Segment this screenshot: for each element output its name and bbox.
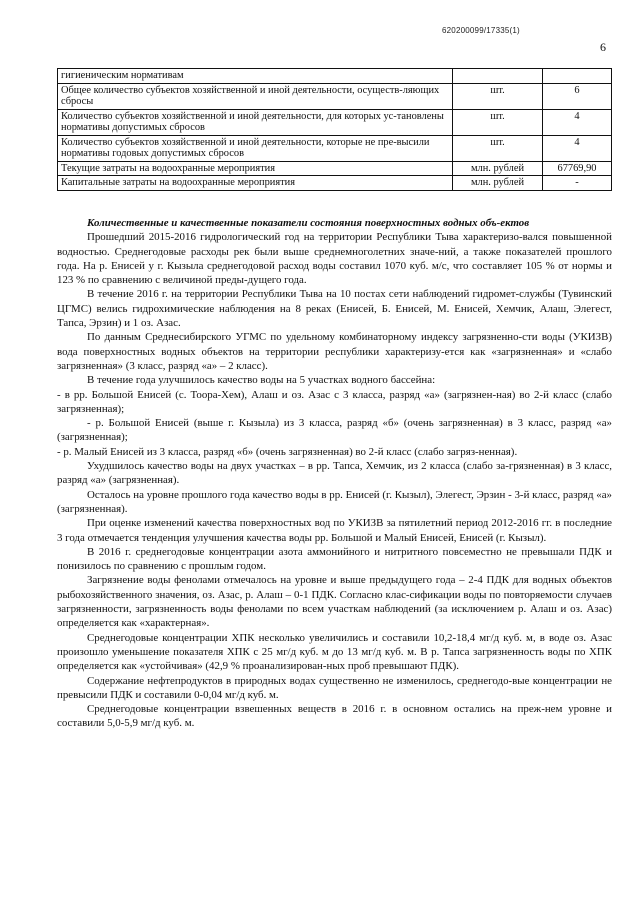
table-cell-unit: шт. <box>453 83 543 109</box>
list-item: - в рр. Большой Енисей (с. Тоора-Хем), Алаш и оз. Азас с 3 класса, разряд «а» (загрязнен-ная) во 2-й класс (слабо загрязненная); <box>57 388 612 415</box>
table-cell-label: Количество субъектов хозяйственной и иной деятельности, которые не пре-высили нормативы годовых допустимых сбросов <box>58 135 453 161</box>
paragraph: Ухудшилось качество воды на двух участках – в рр. Тапса, Хемчик, из 2 класса (слабо за-грязненная) в 3 класс, разряд «а» (загрязненная). <box>57 460 612 487</box>
paragraph: Прошедший 2015-2016 гидрологический год на территории Республики Тыва характеризо-вался повышенной водностью. Среднегодовые расходы рек были выше среднемноголетних значе-ний, а также показателей прошлого года. На р. Енисей у г. Кызыла среднегодовой расход воды составил 1070 куб. м/с, что составляет 105 % от нормы и 123 % по сравнению с величиной преды-дущего года. <box>57 231 612 287</box>
paragraph: В течение года улучшилось качество воды на 5 участках водного бассейна: <box>87 374 436 387</box>
paragraph: По данным Среднесибирского УГМС по удельному комбинаторному индексу загрязненно-сти воды (УКИЗВ) вода поверхностных водных объектов на территории республики характеризу-ется как «загрязненная» и «слабо загрязненная» (3 класс, разряд «а» – 2 класс). <box>57 331 612 372</box>
paragraph: Содержание нефтепродуктов в природных водах существенно не изменилось, среднегодо-вые концентрации не превысили ПДК и составили 0-0,04 мг/д куб. м. <box>57 674 612 701</box>
paragraph: Среднегодовые концентрации ХПК несколько увеличились и составили 10,2-18,4 мг/д куб. м, в воде оз. Азас произошло уменьшение показателя ХПК с 25 мг/д куб. м до 13 мг/д куб. м. В р. Тапса загрязненность воды по ХПК определяется как «устойчивая» (42,9 % проанализирован-ных проб превышают ПДК). <box>57 631 612 673</box>
paragraph: В 2016 г. среднегодовые концентрации азота аммонийного и нитритного повсеместно не превышали ПДК и понизилось по сравнению с прошлым годом. <box>57 545 612 573</box>
table-cell-value: 6 <box>543 83 612 109</box>
table-cell-unit <box>453 69 543 84</box>
table-cell-label: Общее количество субъектов хозяйственной и иной деятельности, осуществ-ляющих сбросы <box>58 83 453 109</box>
surface-water-section <box>57 216 612 731</box>
table-cell-unit: шт. <box>453 109 543 135</box>
paragraph: Загрязнение воды фенолами отмечалось на уровне и выше предыдущего года – 2-4 ПДК для водных объектов рыбохозяйственного значения, оз. Азас, р. Алаш – 0-1 ПДК. Согласно клас-сификации воды по повторяемости случаев загрязненности, загрязненность воды фенолами по всем участкам наблюдений (за исключением р. Алаш и оз. Азас) определяется как «характерная». <box>57 574 612 630</box>
page-number: 6 <box>600 40 606 54</box>
list-item: - р. Большой Енисей (выше г. Кызыла) из 3 класса, разряд «б» (очень загрязненная) в 3 класс, разряд «а» (загрязненная); <box>57 417 612 444</box>
table-row <box>58 109 612 135</box>
table-row <box>58 135 612 161</box>
paragraph: Среднегодовые концентрации взвешенных веществ в 2016 г. в основном остались на преж-нем уровне и составили 5,0-5,9 мг/д куб. м. <box>57 703 612 730</box>
table-row <box>58 176 612 191</box>
table-cell-label: Текущие затраты на водоохранные мероприятия <box>58 161 453 176</box>
document-id: 620200099/17335(1) <box>442 26 520 35</box>
table-cell-unit: млн. рублей <box>453 161 543 176</box>
table-cell-value: 4 <box>543 109 612 135</box>
section-heading: Количественные и качественные показатели состояния поверхностных водных объ-ектов <box>87 217 530 229</box>
paragraph: При оценке изменений качества поверхностных вод по УКИЗВ за пятилетний период 2012-2016 гг. в последние 3 года отмечается тенденция улучшения качества воды рр. Большой и Малый Енисей, Енисей (г. Кызыл). <box>57 517 612 544</box>
paragraph: Осталось на уровне прошлого года качество воды в рр. Енисей (г. Кызыл), Элегест, Эрзин - 3-й класс, разряд «а» (загрязненная). <box>57 488 612 515</box>
table-cell-label: Количество субъектов хозяйственной и иной деятельности, для которых ус-тановлены нормативы допустимых сбросов <box>58 109 453 135</box>
table-cell-label: гигиеническим нормативам <box>58 69 453 84</box>
table-cell-value: - <box>543 176 612 191</box>
table-cell-unit: шт. <box>453 135 543 161</box>
table-cell-label: Капитальные затраты на водоохранные мероприятия <box>58 176 453 191</box>
water-protection-table <box>57 68 612 191</box>
table-row <box>58 83 612 109</box>
paragraph: В течение 2016 г. на территории Республики Тыва на 10 постах сети наблюдений гидромет-службы (Тувинский ЦГМС) велись гидрохимические наблюдения на 8 реках (Енисей, Б. Енисей, М. Енисей, Хемчик, Алаш, Элегест, Тапса, Эрзин) и 1 оз. Азас. <box>57 288 612 330</box>
table-cell-value <box>543 69 612 84</box>
table-cell-value: 4 <box>543 135 612 161</box>
table-row <box>58 161 612 176</box>
table-cell-unit: млн. рублей <box>453 176 543 191</box>
list-item: - р. Малый Енисей из 3 класса, разряд «б» (очень загрязненная) во 2-й класс (слабо загряз-ненная). <box>57 445 518 458</box>
table-cell-value: 67769,90 <box>543 161 612 176</box>
table-row <box>58 69 612 84</box>
